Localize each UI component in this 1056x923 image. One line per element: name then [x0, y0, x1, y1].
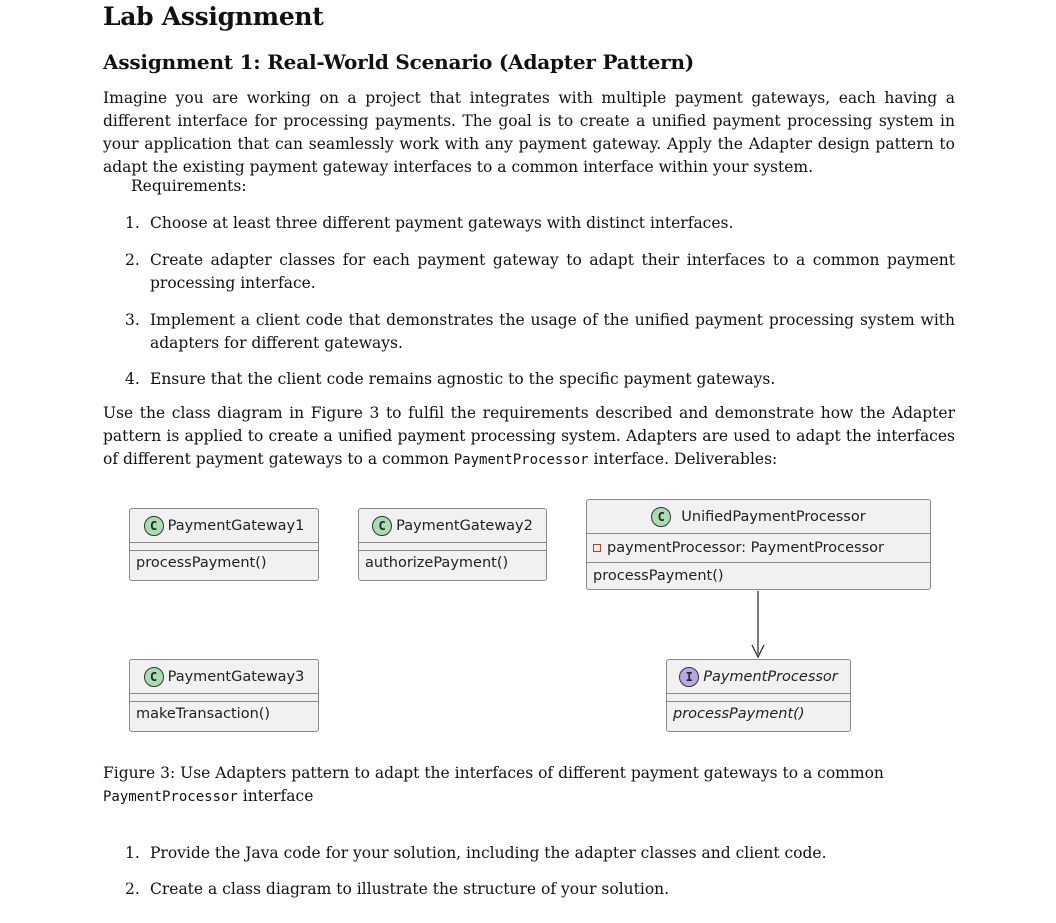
class-unified-payment-processor: C UnifiedPaymentProcessor paymentProcessor: PaymentProcessor processPayment() — [586, 499, 931, 590]
class-badge-icon: C — [651, 507, 671, 527]
list-item: 3. Implement a client code that demonstrates the usage of the unified payment processing system with adapters for different gateways. — [125, 311, 955, 352]
intro-paragraph: Imagine you are working on a project that integrates with multiple payment gateways, each having a different interface for processing payments. The goal is to create a unified payment processing system in your application that can seamlessly work with any payment gateway. Apply the Adapter design pattern to adapt the existing payment gateway interfaces to a common interface within your system. — [103, 89, 955, 176]
class-payment-gateway-1: C PaymentGateway1 processPayment() — [129, 508, 319, 581]
code-payment-processor: PaymentProcessor — [453, 452, 589, 468]
class-badge-icon: C — [144, 516, 164, 536]
class-payment-gateway-3: C PaymentGateway3 makeTransaction() — [129, 659, 319, 732]
list-item: 1. Provide the Java code for your solution, including the adapter classes and client code. — [125, 844, 827, 862]
interface-badge-icon: I — [679, 667, 699, 687]
field-payment-processor: paymentProcessor: PaymentProcessor — [607, 540, 884, 556]
requirements-label: Requirements: — [131, 177, 247, 195]
list-item: 2. Create adapter classes for each payment gateway to adapt their interfaces to a common payment processing interface. — [125, 251, 955, 292]
class-payment-gateway-2: C PaymentGateway2 authorizePayment() — [358, 508, 547, 581]
list-item: 1. Choose at least three different payment gateways with distinct interfaces. — [125, 214, 734, 232]
section-title: Assignment 1: Real-World Scenario (Adapter Pattern) — [103, 50, 695, 74]
class-badge-icon: C — [144, 667, 164, 687]
class-badge-icon: C — [372, 516, 392, 536]
figure-label: Figure 3: — [103, 764, 176, 782]
list-item: 4. Ensure that the client code remains agnostic to the specific payment gateways. — [125, 370, 776, 388]
page-title: Lab Assignment — [103, 2, 324, 31]
interface-payment-processor: I PaymentProcessor processPayment() — [666, 659, 851, 732]
figure-caption: Figure 3: Use Adapters pattern to adapt the interfaces of different payment gateways to a common PaymentProcessor interface — [103, 764, 884, 805]
list-item: 2. Create a class diagram to illustrate the structure of your solution. — [125, 880, 670, 898]
usage-paragraph: Use the class diagram in Figure 3 to fulfil the requirements described and demonstrate how the Adapter pattern is applied to create a unified payment processing system. Adapters are used to adapt the interfaces of different payment gateways to a common PaymentProcessor interface. Deliverables: — [103, 404, 955, 468]
